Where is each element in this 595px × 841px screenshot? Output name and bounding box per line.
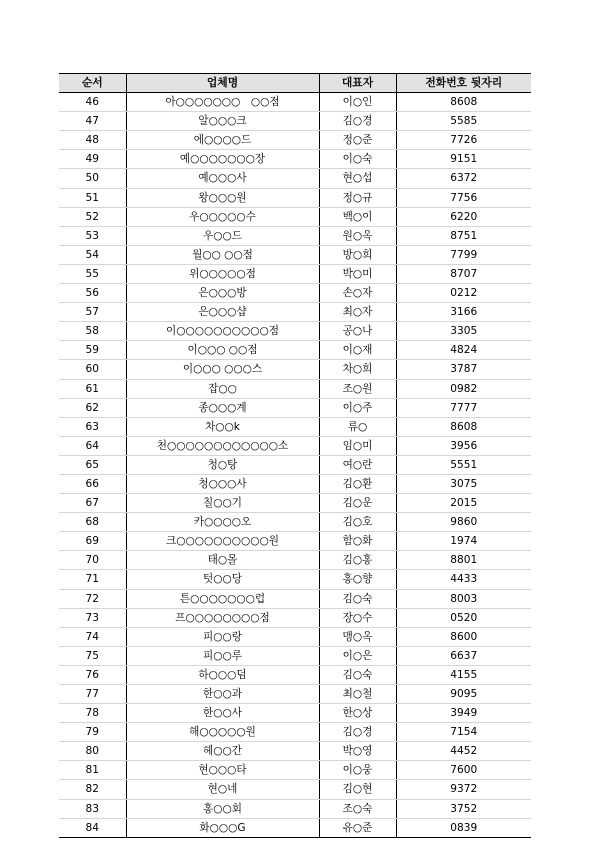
order-cell: 48 xyxy=(59,131,126,150)
business-name-cell: 헤○○간 xyxy=(126,742,319,761)
phone-cell: 7756 xyxy=(396,188,531,207)
phone-cell: 8608 xyxy=(396,417,531,436)
order-cell: 56 xyxy=(59,284,126,303)
header-order: 순서 xyxy=(59,74,126,93)
table-row xyxy=(59,207,531,226)
business-name-cell: 우○○○○○수 xyxy=(126,207,319,226)
business-name-cell: 한○○사 xyxy=(126,704,319,723)
order-cell: 66 xyxy=(59,474,126,493)
business-name-cell: 차○○k xyxy=(126,417,319,436)
representative-cell: 김○호 xyxy=(319,513,396,532)
order-cell: 80 xyxy=(59,742,126,761)
order-cell: 51 xyxy=(59,188,126,207)
table-row xyxy=(59,704,531,723)
business-name-cell: 알○○○크 xyxy=(126,112,319,131)
order-cell: 81 xyxy=(59,761,126,780)
representative-cell: 홍○향 xyxy=(319,570,396,589)
business-name-cell: 에○○○○드 xyxy=(126,131,319,150)
business-name-cell: 피○○루 xyxy=(126,646,319,665)
representative-cell: 차○희 xyxy=(319,360,396,379)
table-row xyxy=(59,150,531,169)
representative-cell: 김○경 xyxy=(319,723,396,742)
table-row xyxy=(59,303,531,322)
representative-cell: 김○운 xyxy=(319,494,396,513)
business-name-cell: 청○탕 xyxy=(126,455,319,474)
table-row xyxy=(59,169,531,188)
phone-cell: 6372 xyxy=(396,169,531,188)
order-cell: 55 xyxy=(59,264,126,283)
order-cell: 58 xyxy=(59,322,126,341)
phone-cell: 8600 xyxy=(396,627,531,646)
business-name-cell: 잡○○ xyxy=(126,379,319,398)
header-representative: 대표자 xyxy=(319,74,396,93)
representative-cell: 이○은 xyxy=(319,646,396,665)
table-row xyxy=(59,799,531,818)
business-name-cell: 예○○○사 xyxy=(126,169,319,188)
table-row xyxy=(59,245,531,264)
business-name-cell: 현○네 xyxy=(126,780,319,799)
order-cell: 46 xyxy=(59,93,126,112)
representative-cell: 김○홍 xyxy=(319,551,396,570)
business-name-cell: 아○○○○○○○ ○○점 xyxy=(126,93,319,112)
phone-cell: 9860 xyxy=(396,513,531,532)
representative-cell: 김○환 xyxy=(319,474,396,493)
representative-cell: 함○화 xyxy=(319,532,396,551)
phone-cell: 9151 xyxy=(396,150,531,169)
representative-cell: 현○섭 xyxy=(319,169,396,188)
representative-cell: 한○상 xyxy=(319,704,396,723)
table-row xyxy=(59,589,531,608)
representative-cell: 최○철 xyxy=(319,685,396,704)
table-row xyxy=(59,455,531,474)
business-name-cell: 카○○○○오 xyxy=(126,513,319,532)
order-cell: 49 xyxy=(59,150,126,169)
table-row xyxy=(59,436,531,455)
business-name-cell: 월○○ ○○점 xyxy=(126,245,319,264)
phone-cell: 9372 xyxy=(396,780,531,799)
phone-cell: 3787 xyxy=(396,360,531,379)
table-row xyxy=(59,379,531,398)
table-row xyxy=(59,646,531,665)
business-name-cell: 청○○○사 xyxy=(126,474,319,493)
business-table xyxy=(59,73,531,838)
representative-cell: 손○자 xyxy=(319,284,396,303)
phone-cell: 8608 xyxy=(396,93,531,112)
order-cell: 74 xyxy=(59,627,126,646)
representative-cell: 백○이 xyxy=(319,207,396,226)
table-row xyxy=(59,284,531,303)
representative-cell: 김○경 xyxy=(319,112,396,131)
phone-cell: 3166 xyxy=(396,303,531,322)
business-name-cell: 화○○○G xyxy=(126,818,319,837)
phone-cell: 7600 xyxy=(396,761,531,780)
order-cell: 70 xyxy=(59,551,126,570)
order-cell: 68 xyxy=(59,513,126,532)
phone-cell: 0212 xyxy=(396,284,531,303)
order-cell: 65 xyxy=(59,455,126,474)
table-row xyxy=(59,417,531,436)
phone-cell: 9095 xyxy=(396,685,531,704)
order-cell: 82 xyxy=(59,780,126,799)
representative-cell: 김○현 xyxy=(319,780,396,799)
representative-cell: 김○숙 xyxy=(319,589,396,608)
phone-cell: 4452 xyxy=(396,742,531,761)
order-cell: 47 xyxy=(59,112,126,131)
order-cell: 53 xyxy=(59,226,126,245)
order-cell: 73 xyxy=(59,608,126,627)
order-cell: 71 xyxy=(59,570,126,589)
table-row xyxy=(59,723,531,742)
representative-cell: 박○미 xyxy=(319,264,396,283)
business-name-cell: 텃○○당 xyxy=(126,570,319,589)
representative-cell: 정○규 xyxy=(319,188,396,207)
phone-cell: 3949 xyxy=(396,704,531,723)
table-row xyxy=(59,551,531,570)
order-cell: 52 xyxy=(59,207,126,226)
table-row xyxy=(59,532,531,551)
phone-cell: 2015 xyxy=(396,494,531,513)
business-name-cell: 왕○○○원 xyxy=(126,188,319,207)
representative-cell: 류○ xyxy=(319,417,396,436)
table-row xyxy=(59,627,531,646)
representative-cell: 이○재 xyxy=(319,341,396,360)
phone-cell: 3956 xyxy=(396,436,531,455)
business-name-cell: 이○○○ ○○점 xyxy=(126,341,319,360)
phone-cell: 3075 xyxy=(396,474,531,493)
business-name-cell: 크○○○○○○○○○○원 xyxy=(126,532,319,551)
table-row xyxy=(59,474,531,493)
table-row xyxy=(59,608,531,627)
table-row xyxy=(59,761,531,780)
phone-cell: 8751 xyxy=(396,226,531,245)
phone-cell: 5551 xyxy=(396,455,531,474)
phone-cell: 3752 xyxy=(396,799,531,818)
order-cell: 76 xyxy=(59,665,126,684)
business-name-cell: 해○○○○○원 xyxy=(126,723,319,742)
business-name-cell: 우○○드 xyxy=(126,226,319,245)
phone-cell: 7777 xyxy=(396,398,531,417)
business-name-cell: 현○○○타 xyxy=(126,761,319,780)
business-name-cell: 종○○○계 xyxy=(126,398,319,417)
business-name-cell: 하○○○덤 xyxy=(126,665,319,684)
table-row xyxy=(59,264,531,283)
order-cell: 75 xyxy=(59,646,126,665)
table-row xyxy=(59,112,531,131)
order-cell: 83 xyxy=(59,799,126,818)
representative-cell: 이○숙 xyxy=(319,150,396,169)
table-row xyxy=(59,226,531,245)
representative-cell: 김○숙 xyxy=(319,665,396,684)
phone-cell: 0520 xyxy=(396,608,531,627)
table-row xyxy=(59,665,531,684)
representative-cell: 방○희 xyxy=(319,245,396,264)
order-cell: 62 xyxy=(59,398,126,417)
phone-cell: 7799 xyxy=(396,245,531,264)
phone-cell: 7154 xyxy=(396,723,531,742)
order-cell: 84 xyxy=(59,818,126,837)
phone-cell: 8003 xyxy=(396,589,531,608)
phone-cell: 1974 xyxy=(396,532,531,551)
business-name-cell: 천○○○○○○○○○○○○소 xyxy=(126,436,319,455)
phone-cell: 4155 xyxy=(396,665,531,684)
representative-cell: 이○주 xyxy=(319,398,396,417)
phone-cell: 8707 xyxy=(396,264,531,283)
table-row xyxy=(59,570,531,589)
representative-cell: 공○나 xyxy=(319,322,396,341)
phone-cell: 3305 xyxy=(396,322,531,341)
table-body xyxy=(59,93,531,838)
representative-cell: 여○란 xyxy=(319,455,396,474)
table-row xyxy=(59,360,531,379)
business-name-cell: 위○○○○○점 xyxy=(126,264,319,283)
order-cell: 59 xyxy=(59,341,126,360)
phone-cell: 6220 xyxy=(396,207,531,226)
phone-cell: 5585 xyxy=(396,112,531,131)
table-header-row xyxy=(59,74,531,93)
order-cell: 63 xyxy=(59,417,126,436)
business-name-cell: 이○○○○○○○○○○점 xyxy=(126,322,319,341)
table-row xyxy=(59,93,531,112)
business-name-cell: 예○○○○○○○장 xyxy=(126,150,319,169)
representative-cell: 조○원 xyxy=(319,379,396,398)
business-name-cell: 칠○○기 xyxy=(126,494,319,513)
table-row xyxy=(59,341,531,360)
table-row xyxy=(59,818,531,837)
representative-cell: 원○옥 xyxy=(319,226,396,245)
order-cell: 54 xyxy=(59,245,126,264)
business-name-cell: 튼○○○○○○○럽 xyxy=(126,589,319,608)
order-cell: 77 xyxy=(59,685,126,704)
representative-cell: 박○영 xyxy=(319,742,396,761)
phone-cell: 8801 xyxy=(396,551,531,570)
business-name-cell: 태○몰 xyxy=(126,551,319,570)
representative-cell: 최○자 xyxy=(319,303,396,322)
representative-cell: 이○웅 xyxy=(319,761,396,780)
representative-cell: 장○수 xyxy=(319,608,396,627)
order-cell: 78 xyxy=(59,704,126,723)
representative-cell: 유○준 xyxy=(319,818,396,837)
representative-cell: 맹○옥 xyxy=(319,627,396,646)
business-name-cell: 은○○○샵 xyxy=(126,303,319,322)
table-row xyxy=(59,685,531,704)
order-cell: 60 xyxy=(59,360,126,379)
business-name-cell: 홍○○회 xyxy=(126,799,319,818)
business-name-cell: 이○○○ ○○○스 xyxy=(126,360,319,379)
header-business-name: 업체명 xyxy=(126,74,319,93)
business-name-cell: 피○○랑 xyxy=(126,627,319,646)
phone-cell: 6637 xyxy=(396,646,531,665)
order-cell: 67 xyxy=(59,494,126,513)
phone-cell: 0839 xyxy=(396,818,531,837)
order-cell: 79 xyxy=(59,723,126,742)
table-row xyxy=(59,188,531,207)
order-cell: 69 xyxy=(59,532,126,551)
table-row xyxy=(59,494,531,513)
order-cell: 61 xyxy=(59,379,126,398)
order-cell: 72 xyxy=(59,589,126,608)
representative-cell: 임○미 xyxy=(319,436,396,455)
phone-cell: 0982 xyxy=(396,379,531,398)
phone-cell: 7726 xyxy=(396,131,531,150)
business-name-cell: 한○○과 xyxy=(126,685,319,704)
table-row xyxy=(59,131,531,150)
table-row xyxy=(59,780,531,799)
business-name-cell: 은○○○방 xyxy=(126,284,319,303)
phone-cell: 4824 xyxy=(396,341,531,360)
header-phone-last-digits: 전화번호 뒷자리 xyxy=(396,74,531,93)
order-cell: 57 xyxy=(59,303,126,322)
table-row xyxy=(59,742,531,761)
representative-cell: 이○인 xyxy=(319,93,396,112)
representative-cell: 조○숙 xyxy=(319,799,396,818)
phone-cell: 4433 xyxy=(396,570,531,589)
business-name-cell: 프○○○○○○○○점 xyxy=(126,608,319,627)
representative-cell: 정○준 xyxy=(319,131,396,150)
table-row xyxy=(59,513,531,532)
order-cell: 50 xyxy=(59,169,126,188)
order-cell: 64 xyxy=(59,436,126,455)
table-row xyxy=(59,322,531,341)
table-row xyxy=(59,398,531,417)
